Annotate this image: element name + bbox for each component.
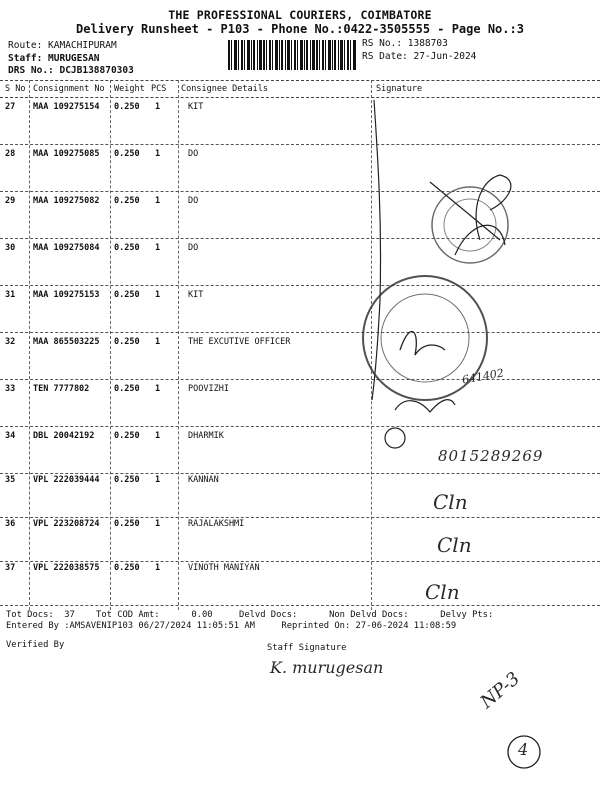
- row-consignment: MAA 109275084: [33, 243, 100, 253]
- row-sno: 28: [5, 149, 16, 159]
- row-sno: 31: [5, 290, 16, 300]
- company-title: THE PROFESSIONAL COURIERS, COIMBATORE: [168, 8, 432, 22]
- staff-label: Staff: MURUGESAN: [8, 52, 100, 64]
- row-weight: 0.250: [114, 102, 140, 112]
- row-pcs: 1: [155, 431, 161, 441]
- row-pcs: 1: [155, 337, 161, 347]
- row-consignment: MAA 109275082: [33, 196, 100, 206]
- handwritten-phone: 8015289269: [438, 447, 544, 465]
- row-sno: 34: [5, 431, 16, 441]
- row-consignment: TEN 7777802: [33, 384, 90, 394]
- rs-date: RS Date: 27-Jun-2024: [362, 50, 477, 62]
- round-stamp-small: [432, 187, 508, 263]
- row-pcs: 1: [155, 519, 161, 529]
- row-weight: 0.250: [114, 290, 140, 300]
- row-consignment: VPL 222038575: [33, 563, 100, 573]
- row-details: KANNAN: [188, 475, 219, 485]
- row-pcs: 1: [155, 149, 161, 159]
- row-details: DO: [188, 243, 199, 253]
- row-pcs: 1: [155, 102, 161, 112]
- handwritten-np: NP-3: [476, 668, 524, 713]
- stamp-signature: [400, 331, 445, 355]
- col-details: Consignee Details: [181, 84, 268, 94]
- row-sno: 37: [5, 563, 16, 573]
- rs-number: RS No.: 1388703: [362, 38, 448, 49]
- row-sno: 30: [5, 243, 16, 253]
- row33-signature: [395, 400, 455, 412]
- row-consignment: VPL 222039444: [33, 475, 100, 485]
- row-weight: 0.250: [114, 337, 140, 347]
- row-weight: 0.250: [114, 384, 140, 394]
- col-consignment: Consignment No: [33, 84, 105, 94]
- row-pcs: 1: [155, 290, 161, 300]
- row-details: KIT: [188, 102, 204, 112]
- row34-mark: [385, 428, 405, 448]
- row-weight: 0.250: [114, 475, 140, 485]
- entered-by-line: Entered By :AMSAVENIP103 06/27/2024 11:05:51 AM Reprinted On: 27-06-2024 11:08:59: [6, 621, 457, 631]
- row-pcs: 1: [155, 243, 161, 253]
- row-pcs: 1: [155, 384, 161, 394]
- totals-line: Tot Docs: 37 Tot COD Amt: 0.00 Delvd Docs: Non Delvd Docs: Delvy Pts:: [6, 610, 494, 620]
- row-weight: 0.250: [114, 149, 140, 159]
- col-pcs: PCS: [151, 84, 167, 94]
- row-details: THE EXCUTIVE OFFICER: [188, 337, 291, 347]
- row-pcs: 1: [155, 475, 161, 485]
- stamp-pincode: 641402: [461, 366, 505, 387]
- handwritten-cln-36: Cln: [437, 533, 472, 557]
- row-details: DO: [188, 196, 199, 206]
- row-details: RAJALAKSHMI: [188, 519, 245, 529]
- row-details: VINOTH MANIYAN: [188, 563, 260, 573]
- row-weight: 0.250: [114, 243, 140, 253]
- handwritten-staff-signature: K. murugesan: [270, 658, 384, 677]
- row-consignment: VPL 223208724: [33, 519, 100, 529]
- row-details: KIT: [188, 290, 204, 300]
- row-details: DO: [188, 149, 199, 159]
- col-sno: S No: [5, 84, 26, 94]
- row-consignment: DBL 20042192: [33, 431, 95, 441]
- row-sno: 36: [5, 519, 16, 529]
- route-label: Route: KAMACHIPURAM: [8, 40, 117, 51]
- handwritten-cln-37: Cln: [425, 580, 460, 604]
- row-consignment: MAA 109275154: [33, 102, 100, 112]
- row-sno: 32: [5, 337, 16, 347]
- row-sno: 35: [5, 475, 16, 485]
- drs-label: DRS No.: DCJB138870303: [8, 65, 134, 76]
- signature-stroke: [372, 100, 381, 400]
- row-weight: 0.250: [114, 431, 140, 441]
- row-pcs: 1: [155, 563, 161, 573]
- row-sno: 27: [5, 102, 16, 112]
- row-details: POOVIZHI: [188, 384, 229, 394]
- row-sno: 33: [5, 384, 16, 394]
- row-pcs: 1: [155, 196, 161, 206]
- row-details: DHARMIK: [188, 431, 224, 441]
- runsheet-subtitle: Delivery Runsheet - P103 - Phone No.:0422-3505555 - Page No.:3: [76, 22, 524, 36]
- handwritten-cln-35: Cln: [433, 490, 468, 514]
- staff-signature-label: Staff Signature: [267, 643, 347, 653]
- row-weight: 0.250: [114, 196, 140, 206]
- row-sno: 29: [5, 196, 16, 206]
- row-weight: 0.250: [114, 563, 140, 573]
- row-consignment: MAA 109275153: [33, 290, 100, 300]
- col-weight: Weight: [114, 84, 145, 94]
- row-consignment: MAA 865503225: [33, 337, 100, 347]
- row-consignment: MAA 109275085: [33, 149, 100, 159]
- col-signature: Signature: [376, 84, 423, 94]
- row-weight: 0.250: [114, 519, 140, 529]
- handwritten-circled-number: 4: [518, 740, 529, 759]
- verified-by-label: Verified By: [6, 640, 65, 650]
